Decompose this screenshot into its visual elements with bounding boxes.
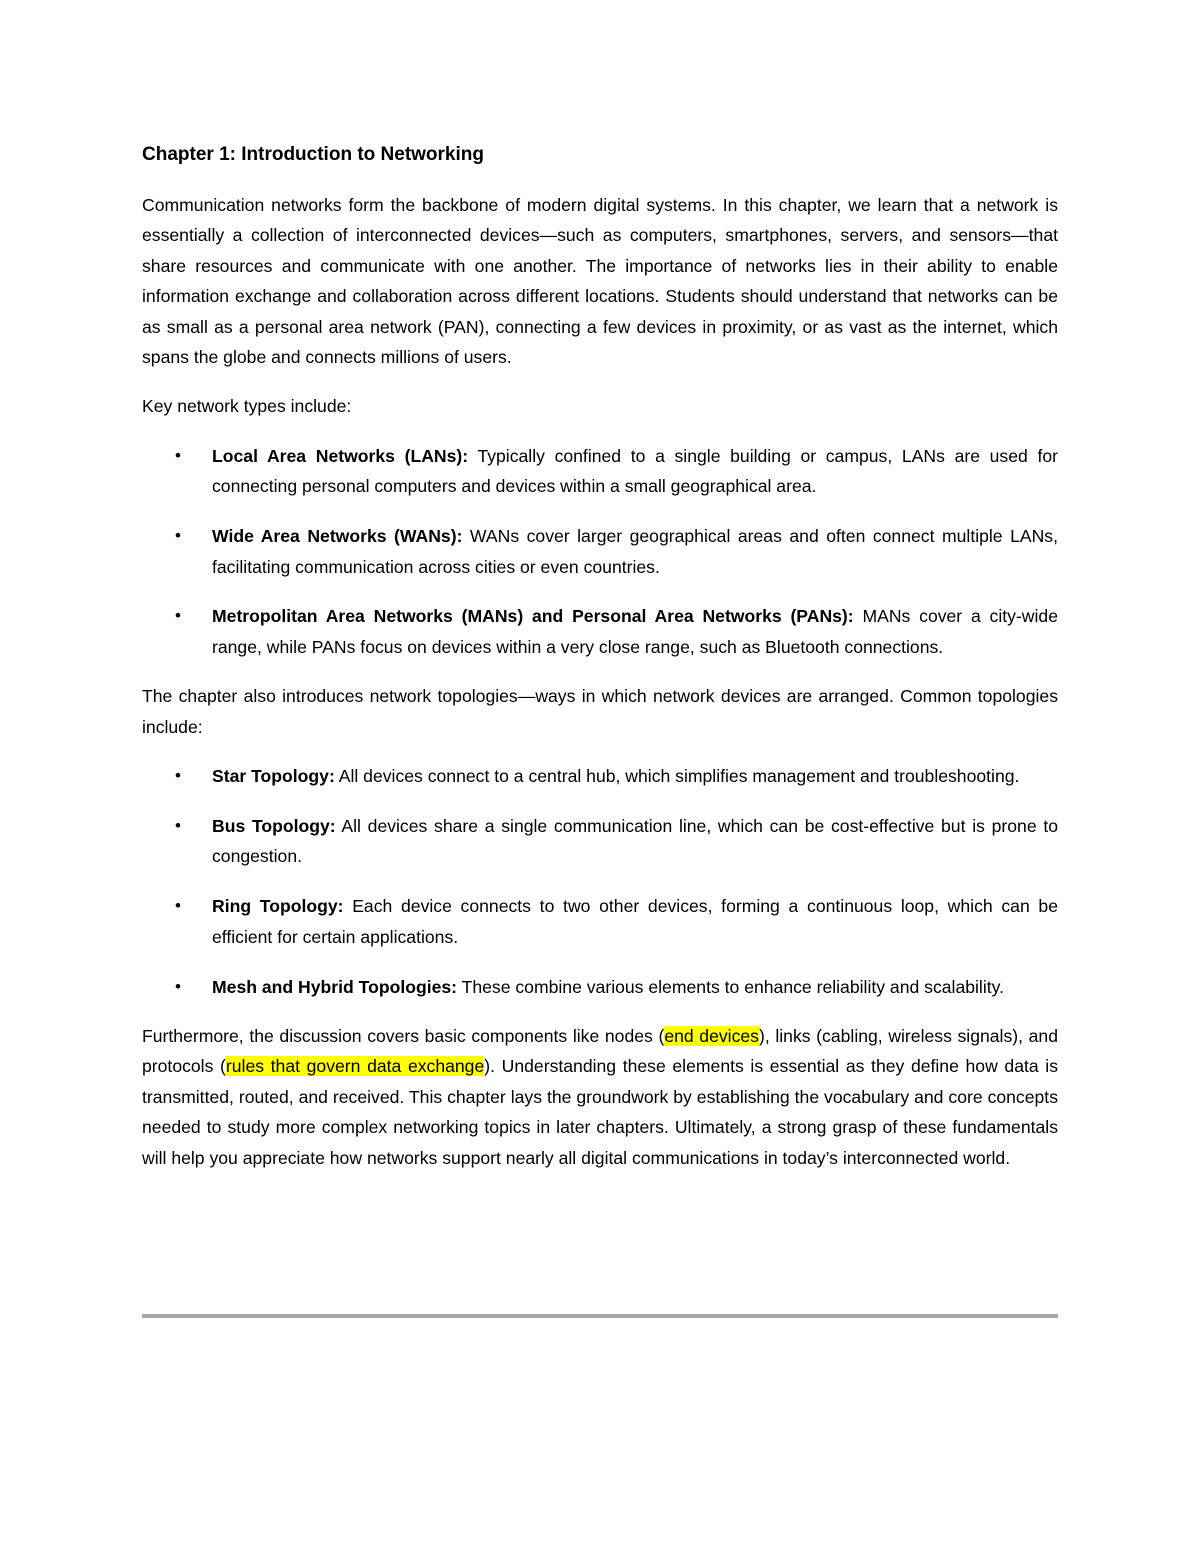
bullet-term: Bus Topology: [212,816,336,836]
topologies-lead: The chapter also introduces network topologies—ways in which network devices are arranged. Common topologies include: [142,686,1058,737]
bullet-text: All devices share a single communication line, which can be cost-effective but is prone to congestion. [212,816,1058,867]
chapter-title: Chapter 1: Introduction to Networking [142,144,484,165]
list-item [142,972,1058,1002]
bullet-text: WANs cover larger geographical areas and often connect multiple LANs, facilitating communication across cities or even countries. [212,526,1058,577]
bullet-icon: • [175,526,181,546]
closing-text-1: Furthermore, the discussion covers basic components like nodes ( [142,1026,665,1047]
closing-text-3: ). Understanding these elements is essential as they define how data is transmitted, routed, and received. This chapter lays the groundwork by establishing the vocabulary and core concepts needed to study more complex networking topics in later chapters. Ultimately, a strong grasp of these fundamentals will help you appreciate how networks support nearly all digital communications in today’s interconnected world. [142,1056,1059,1168]
bullet-text: MANs cover a city-wide range, while PANs focus on devices within a very close range, such as Bluetooth connections. [212,606,1058,657]
bullet-icon: • [175,766,181,786]
bullet-icon: • [175,606,181,626]
bullet-term: Wide Area Networks (WANs): [212,526,463,547]
list-item [142,891,1058,952]
topologies-list [142,761,1058,1002]
bullet-text: All devices connect to a central hub, which simplifies management and troubleshooting. [334,766,1020,787]
bullet-term: Local Area Networks (LANs): [212,445,469,466]
bullet-icon: • [175,976,181,996]
list-item [142,811,1058,872]
highlight-end-devices: end devices [664,1026,759,1047]
bullet-icon: • [175,816,181,835]
list-item [142,761,1058,791]
list-item [142,601,1058,662]
horizontal-rule [142,1314,1058,1318]
bullet-icon: • [175,896,181,916]
list-item [142,441,1058,502]
document-page [142,140,1058,1192]
closing-paragraph [142,1021,1058,1173]
bullet-term: Metropolitan Area Networks (MANs) and Personal Area Networks (PANs): [212,606,854,627]
bullet-term: Star Topology: [212,766,335,787]
bullet-term: Ring Topology: [212,896,344,917]
bullet-text: Each device connects to two other devices, forming a continuous loop, which can be efficient for certain applications. [212,896,1058,947]
network-types-lead: Key network types include: [142,396,352,417]
network-types-list [142,441,1058,662]
intro-paragraph: Communication networks form the backbone of modern digital systems. In this chapter, we learn that a network is essentially a collection of interconnected devices—such as computers, smartphones, servers, and sensors—that share resources and communicate with one another. The importance of networks lies in their ability to enable information exchange and collaboration across different locations. Students should understand that networks can be as small as a personal area network (PAN), connecting a few devices in proximity, or as vast as the internet, which spans the globe and connects millions of users. [142,195,1058,368]
closing-text-2: ), links (cabling, wireless signals), and protocols ( [142,1026,1059,1077]
bullet-text: Typically confined to a single building or campus, LANs are used for connecting personal computers and devices within a small geographical area. [212,445,1058,497]
highlight-protocol-rules: rules that govern data exchange [225,1056,485,1077]
bullet-term: Mesh and Hybrid Topologies: [212,976,458,997]
bullet-icon: • [175,445,181,465]
list-item [142,521,1058,582]
bullet-text: These combine various elements to enhance reliability and scalability. [457,976,1005,997]
